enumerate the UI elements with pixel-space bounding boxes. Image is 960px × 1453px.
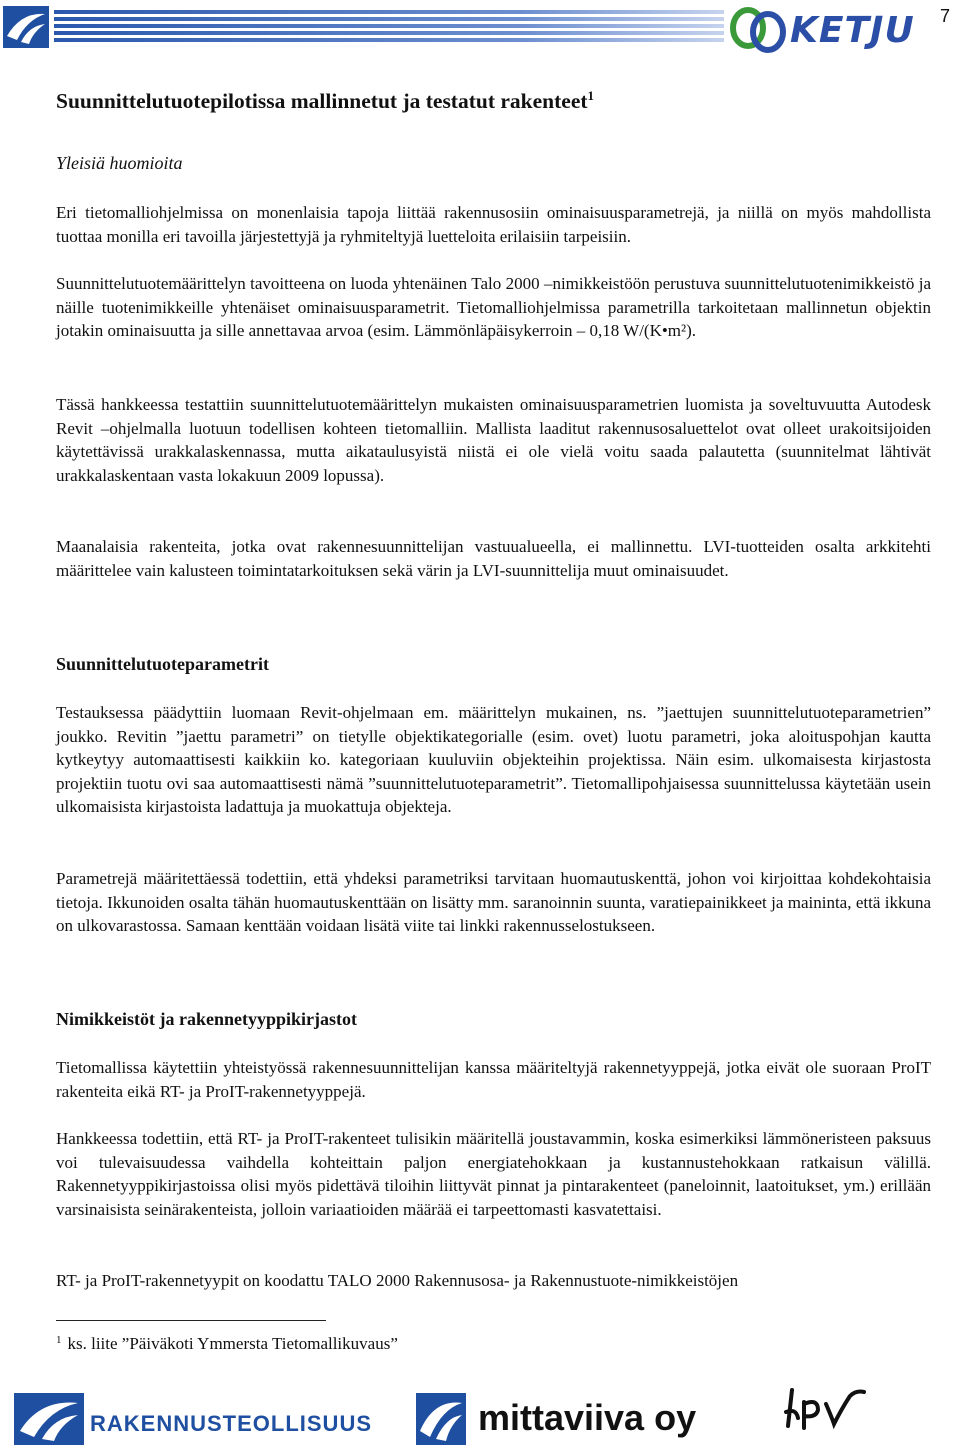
paragraph-7: Tietomallissa käytettiin yhteistyössä rakennesuunnittelijan kanssa määriteltyjä rakennetyyppejä, jotka eivät ole suoraan ProIT rakenteita eikä RT- ja ProIT-rakennetyyppejä. [56,1058,931,1101]
title-footnote-ref: 1 [587,88,595,103]
paragraph-1: Eri tietomalliohjelmissa on monenlaisia tapoja liittää rakennusosiin ominaisuusparametrejä, ja niillä on myös mahdollista tuottaa monilla eri tavoilla järjestettyjä ja ryhmiteltyjä luetteloita erilaisiin tarpeisiin. [56,203,931,246]
page-title [56,88,594,114]
page-number: 7 [940,6,951,26]
lpv-script-icon [782,1378,872,1438]
mittaviiva-logo [416,1393,716,1445]
rt-footer-mark [14,1393,84,1445]
paragraph-2: Suunnittelutuotemäärittelyn tavoitteena on luoda yhtenäinen Talo 2000 –nimikkeistöön perustuva suunnittelutuotenimikkeistö ja näille tuotenimikkeille yhtenäiset ominaisuusparametrit. Tietomalliohjelmissa parametrilla tarkoitetaan mallinnetun objektin jotakin ominaisuutta ja sille annettavaa arvoa (esim. Lämmönläpäisykerroin – 0,18 W/(K•m²). [56,274,931,341]
rt-logo-text: RAKENNUSTEOLLISUUS [90,1411,373,1436]
rt-swoosh-icon [416,1393,466,1445]
paragraph-3: Tässä hankkeessa testattiin suunnittelutuotemäärittelyn mukaisten ominaisuusparametrien luomista ja soveltuvuutta Autodesk Revit –ohjelmalla luotuun todellisen kohteen tietomalliin. Mallista laaditut rakennusosaluettelot ovat olleet urakoitsijoiden käytettävissä urakkalaskennassa, mutta aikataulusyistä niistä ei ole vielä voitu saada palautetta (suunnitelmat lähtivät urakkalaskentaan vasta lokakuun 2009 lopussa). [56,395,931,485]
paragraph-8: Hankkeessa todettiin, että RT- ja ProIT-rakenteet tulisikin määritellä joustavammin, koska esimerkiksi lämmöneristeen paksuus voi tulevaisuudessa vaihdella kohteittain paljon energiatehokkaan ja kustannustehokkaan ratkaisun välillä. Rakennetyyppikirjastoissa olisi myös pidettävä tiloihin liittyvät pinnat ja pintarakenteet (paneloinnit, laatoitukset, ym.) erillään varsinaisista seinärakenteista, jolloin variaatioiden määrää ei tarpeettomasti kasvatettaisi. [56,1129,931,1219]
lpv-logo [782,1378,872,1438]
footnote [56,1334,398,1354]
rt-swoosh-icon [14,1393,84,1445]
page-title-text: Suunnittelutuotepilotissa mallinnetut ja testatut rakenteet [56,89,588,113]
footnote-rule [56,1320,326,1321]
rt-swoosh-icon [3,6,49,48]
rakennusteollisuus-logo [14,1393,373,1445]
header-stripes [54,10,724,48]
ketju-logo-text: KETJU [790,10,915,51]
footnote-text: ks. liite ”Päiväkoti Ymmersta Tietomallikuvaus” [67,1334,398,1353]
section-heading-parameters: Suunnittelutuoteparametrit [56,654,269,674]
mittaviiva-logo-text: mittaviiva oy [478,1397,697,1438]
paragraph-5: Testauksessa päädyttiin luomaan Revit-ohjelmaan em. määrittelyn mukainen, ns. ”jaettujen suunnittelutuoteparametrien” joukko. Revitin ”jaettu parametri” on tietylle objektikategorialle (esim. ovet) luotu parametri, joka aloituspohjan kautta kytkeytyy automaattisesti kaikkiin ko. kategoriaan kuuluviin objekteihin projektissa. Näin esim. ulkomaisesta kirjastosta projektiin tuotu ovi saa automaattisesti nämä ”suunnittelutuoteparametrit”. Tietomallipohjaisessa suunnittelussa käytetään usein ulkomaisista kirjastoista ladattuja ja muokattuja objekteja. [56,703,931,817]
paragraph-6: Parametrejä määritettäessä todettiin, että yhdeksi parametriksi tarvitaan huomautuskenttä, johon voi kirjoittaa kohdekohtaisia tietoja. Ikkunoiden osalta tähän huomautuskenttään on lisätty mm. saranoinnin suunta, varatiepainikkeet ja maininta, että ikkuna on ulkovarastossa. Samaan kenttään voidaan lisätä viite tai linkki rakennusselostukseen. [56,869,931,936]
rt-header-logo [3,6,49,48]
ketju-logo [728,4,918,56]
paragraph-9: RT- ja ProIT-rakennetyypit on koodattu TALO 2000 Rakennusosa- ja Rakennustuote-nimikkeistöjen [56,1271,739,1290]
footnote-ref: 1 [56,1334,62,1346]
mittaviiva-mark [416,1393,466,1445]
ketju-chain-icon [728,4,790,56]
paragraph-4: Maanalaisia rakenteita, jotka ovat rakennesuunnittelijan vastuualueella, ei mallinnettu. LVI-tuotteiden osalta arkkitehti määrittelee vain kalusteen toimintatarkoituksen sekä värin ja LVI-suunnittelija muut ominaisuudet. [56,537,931,580]
section-heading-nomenclature: Nimikkeistöt ja rakennetyyppikirjastot [56,1009,357,1029]
subtitle: Yleisiä huomioita [56,153,183,173]
